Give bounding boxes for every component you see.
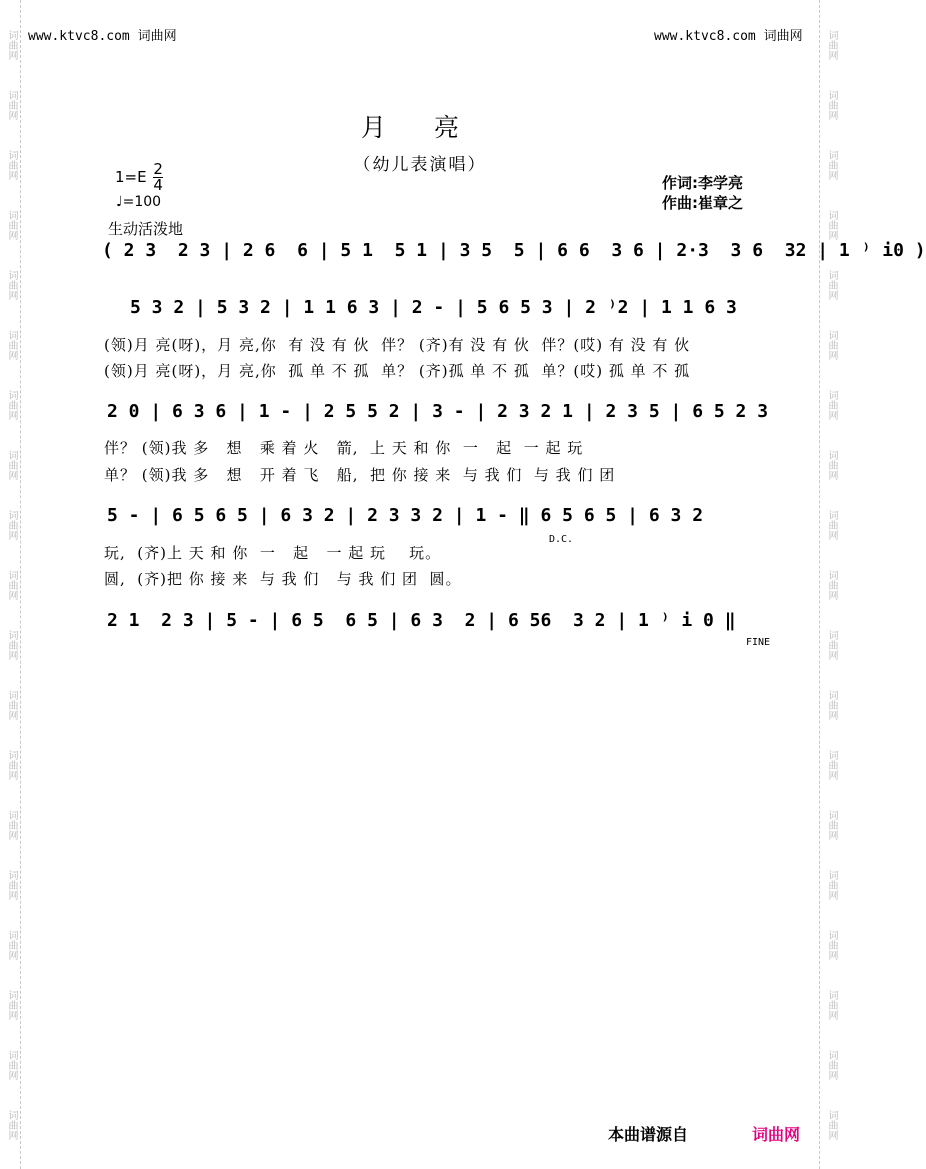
watermark-text: 词曲网	[826, 750, 837, 780]
watermark-text: 词曲网	[6, 690, 17, 720]
song-title: 月 亮	[361, 113, 479, 142]
watermark-text: 词曲网	[6, 510, 17, 540]
watermark-text: 词曲网	[826, 150, 837, 180]
watermark-text: 词曲网	[6, 630, 17, 660]
notation-row-4: 5 - | 6 5 6 5 | 6 3 2 | 2 3 3 2 | 1 - ‖ 6 5 6 5 | 6 3 2	[107, 505, 704, 526]
notation-row-3: 2 0 | 6 3 6 | 1 - | 2 5 5 2 | 3 - | 2 3 2 1 | 2 3 5 | 6 5 2 3	[107, 401, 769, 422]
watermark-text: 词曲网	[6, 810, 17, 840]
watermark-text: 词曲网	[826, 330, 837, 360]
site-url-right[interactable]: www.ktvc8.com 词曲网	[654, 29, 803, 44]
notation-row-1: ( 2 3 2 3 | 2 6 6 | 5 1 5 1 | 3 5 5 | 6 6 3 6 | 2·3 3 6 32 | 1 ⁾ i0 )	[102, 240, 926, 261]
watermark-text: 词曲网	[6, 750, 17, 780]
dc-marking: D.C.	[549, 534, 574, 545]
watermark-text: 词曲网	[6, 270, 17, 300]
watermark-text: 词曲网	[826, 1050, 837, 1080]
time-signature-top: 2	[153, 160, 163, 178]
watermark-text: 词曲网	[6, 390, 17, 420]
source-label: 本曲谱源自	[608, 1125, 689, 1144]
watermark-text: 词曲网	[826, 1110, 837, 1140]
key-signature: 1=E $\frac{2}{4}$	[115, 160, 163, 194]
watermark-text: 词曲网	[826, 930, 837, 960]
tempo-marking: ♩=100	[116, 194, 162, 210]
watermark-text: 词曲网	[826, 690, 837, 720]
brand-logo-text[interactable]: 词曲网	[752, 1125, 801, 1144]
watermark-text: 词曲网	[6, 150, 17, 180]
lyricist-credit: 作词:李学亮	[662, 174, 743, 192]
watermark-text: 词曲网	[6, 990, 17, 1020]
site-url-left[interactable]: www.ktvc8.com 词曲网	[28, 29, 177, 44]
watermark-text: 词曲网	[6, 1050, 17, 1080]
watermark-text: 词曲网	[826, 870, 837, 900]
watermark-text: 词曲网	[6, 210, 17, 240]
watermark-text: 词曲网	[826, 270, 837, 300]
watermark-text: 词曲网	[826, 630, 837, 660]
lyric-row-3-verse-1: 伴？ (领)我 多 想 乘 着 火 箭, 上 天 和 你 一 起 一 起 玩	[104, 439, 584, 457]
watermark-text: 词曲网	[6, 90, 17, 120]
watermark-text: 词曲网	[826, 990, 837, 1020]
watermark-text: 词曲网	[826, 30, 837, 60]
watermark-text: 词曲网	[6, 330, 17, 360]
watermark-text: 词曲网	[6, 1110, 17, 1140]
song-subtitle: （幼儿表演唱）	[353, 155, 487, 175]
watermark-text: 词曲网	[6, 450, 17, 480]
fine-marking: FINE	[746, 637, 771, 648]
lyric-row-3-verse-2: 单？ (领)我 多 想 开 着 飞 船, 把 你 接 来 与 我 们 与 我 们 团	[104, 466, 616, 484]
lyric-row-2-verse-2: (领)月 亮(呀)，月 亮,你 孤 单 不 孤 单？ (齐)孤 单 不 孤 单？(哎) 孤 单 不 孤	[104, 362, 691, 380]
notation-row-5: 2 1 2 3 | 5 - | 6 5 6 5 | 6 3 2 | 6 56 3 2 | 1 ⁾ i 0 ‖	[107, 610, 736, 631]
watermark-text: 词曲网	[6, 930, 17, 960]
time-signature-bottom: 4	[153, 176, 163, 194]
watermark-text: 词曲网	[6, 570, 17, 600]
lyric-row-4-verse-2: 圆, (齐)把 你 接 来 与 我 们 与 我 们 团 圆。	[104, 570, 462, 588]
watermark-text: 词曲网	[6, 870, 17, 900]
watermark-text: 词曲网	[826, 450, 837, 480]
lyric-row-4-verse-1: 玩, (齐)上 天 和 你 一 起 一 起 玩 玩。	[104, 544, 442, 562]
composer-credit: 作曲:崔章之	[662, 194, 743, 212]
watermark-text: 词曲网	[826, 510, 837, 540]
lyric-row-2-verse-1: (领)月 亮(呀)，月 亮,你 有 没 有 伙 伴？ (齐)有 没 有 伙 伴？(哎) 有 没 有 伙	[104, 336, 691, 354]
watermark-text: 词曲网	[826, 390, 837, 420]
watermark-text: 词曲网	[826, 210, 837, 240]
expression-marking: 生动活泼地	[108, 220, 184, 238]
notation-row-2: 5 3 2 | 5 3 2 | 1 1 6 3 | 2 - | 5 6 5 3 | 2 ⁾2 | 1 1 6 3	[130, 297, 737, 318]
watermark-text: 词曲网	[826, 810, 837, 840]
watermark-text: 词曲网	[6, 30, 17, 60]
watermark-text: 词曲网	[826, 90, 837, 120]
watermark-text: 词曲网	[826, 570, 837, 600]
